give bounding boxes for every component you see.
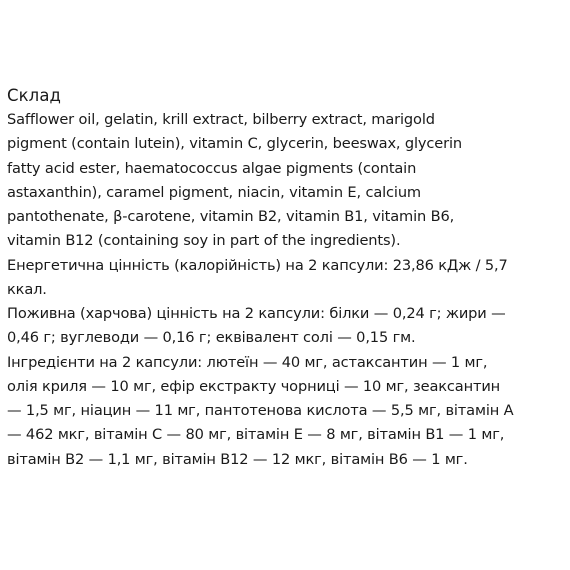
text-line: pigment (contain lutein), vitamin C, glycerin, beeswax, glycerin: [7, 135, 462, 153]
text-line: fatty acid ester, haematococcus algae pigments (contain: [7, 159, 417, 177]
text-line: вітамін В2 — 1,1 мг, вітамін В12 — 12 мкг, вітамін В6 — 1 мг.: [7, 450, 468, 468]
text-line: pantothenate, β-carotene, vitamin B2, vitamin B1, vitamin B6,: [7, 208, 455, 225]
text-line: — 1,5 мг, ніацин — 11 мг, пантотенова кислота — 5,5 мг, вітамін А: [7, 402, 514, 419]
text-line: Інгредієнти на 2 капсули: лютеїн — 40 мг, астаксантин — 1 мг,: [7, 353, 488, 371]
text-line: Енергетична цінність (калорійність) на 2 капсули: 23,86 кДж / 5,7: [7, 256, 508, 274]
section-title: Склад: [7, 86, 62, 105]
text-line: ккал.: [7, 280, 47, 298]
text-line: 0,46 г; вуглеводи — 0,16 г; еквівалент солі — 0,15 гм.: [7, 329, 416, 347]
text-line: олія криля — 10 мг, ефір екстракту чорниці — 10 мг, зеаксантин: [7, 377, 501, 395]
text-line: astaxanthin), caramel pigment, niacin, vitamin E, calcium: [7, 183, 421, 201]
text-line: — 462 мкг, вітамін С — 80 мг, вітамін Е — 8 мг, вітамін В1 — 1 мг,: [7, 426, 505, 444]
text-line: vitamin B12 (containing soy in part of the ingredients).: [7, 232, 401, 250]
text-line: Safflower oil, gelatin, krill extract, bilberry extract, marigold: [7, 111, 435, 128]
composition-section: [7, 84, 563, 472]
text-line: Поживна (харчова) цінність на 2 капсули: білки — 0,24 г; жири —: [7, 305, 506, 322]
